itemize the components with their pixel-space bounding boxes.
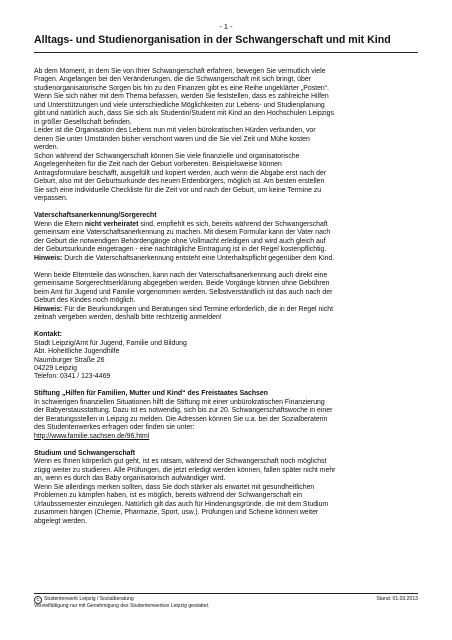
text-line: Fragen. Angefangen bei den Veränderungen, die die Schwangerschaft mit sich bringt, über	[34, 76, 311, 84]
text-span: Für die Beurkundungen und Beratungen sind Termine erforderlich, die in der Regel nicht	[62, 305, 334, 313]
text-line: beim Amt für Jugend und Familie vorgenommen werden. Selbstverständlich ist das auch nach der	[34, 288, 333, 296]
hint-line	[34, 306, 424, 314]
text-line: Schon während der Schwangerschaft können Sie viele finanzielle und organisatorische	[34, 152, 300, 160]
section-heading: Stiftung „Hilfen für Familien, Mutter und Kind“ des Freistaates Sachsen	[34, 390, 268, 398]
text-line: Ab dem Moment, in dem Sie von Ihrer Schwangerschaft erfahren, bewegen Sie vermutlich viele	[34, 68, 326, 75]
page-number: - 1 -	[219, 22, 233, 31]
text-line: verpassen.	[34, 195, 68, 203]
section-heading: Kontakt:	[34, 331, 62, 339]
copyright-icon: C	[34, 596, 42, 604]
text-line: abgelegt werden.	[34, 517, 87, 525]
text-line: Geburt des Kindes noch möglich.	[34, 297, 136, 305]
text-line: Wenn beide Elternteile das wünschen, kann nach der Vaterschaftsanerkennung auch direkt eine	[34, 271, 328, 279]
text-line: Antragsformulare beschafft, ausgefüllt und kopiert werden, auch wenn die Abgabe erst nach der	[34, 169, 327, 177]
hint-label: Hinweis:	[34, 254, 63, 262]
footer-org-text: Studentenwerk Leipzig / Sozialberatung	[44, 596, 134, 602]
text-line: Urlaubssemester einzulegen. Natürlich gilt das auch für Hinderungsgründe, die mit dem Studium	[34, 500, 329, 508]
text-line: werden.	[34, 144, 59, 152]
text-line: Problemen zu kämpfen haben, ist es möglich, bereits während der Schwangerschaft ein	[34, 492, 303, 500]
text-line: Geburt, also mit der Geburtsurkunde des neuen Erdenbürgers, möglich ist. Am besten erstellen	[34, 178, 325, 186]
text-line: Wenn Sie sich näher mit dem Thema befassen, werden Sie feststellen, dass es zahlreiche Hilfen	[34, 93, 329, 101]
text-line: gemeinsam eine Vaterschaftsanerkennung zu machen. Mit diesem Formular kann der Vater nach	[34, 229, 331, 237]
section-heading: Studium und Schwangerschaft	[34, 449, 136, 457]
section-stiftung	[34, 390, 424, 441]
text-line: Leider ist die Organisation des Lebens nun mit vielen bürokratischen Hürden verbunden, vor	[34, 127, 316, 135]
text-line: In schwierigen finanziellen Situationen hilft die Stiftung mit einer unbürokratischen Finanzierung	[34, 398, 325, 406]
text-line: Wenn Sie allerdings merken sollten, dass Sie doch stärker als erwartet mit gesundheitlichen	[34, 483, 315, 491]
section-kontakt	[34, 331, 424, 382]
text-line	[34, 221, 424, 229]
hint-line	[34, 255, 424, 263]
text-line: und Unterstützungen und viele unterschiedliche Möglichkeiten zur Lebens- und Studienplanung	[34, 101, 325, 109]
section-vaterschaft	[34, 212, 424, 322]
text-line: an, wenn es durch das Baby organisatorisch aufwändiger wird.	[34, 475, 226, 483]
text-line: in größer Gesellschaft befinden.	[34, 118, 132, 126]
address-line: Stadt Leipzig/Amt für Jugend, Familie und Bildung	[34, 339, 187, 347]
document-body	[34, 68, 424, 526]
text-line: zügig weiter zu studieren. Alle Prüfungen, die jetzt erledigt werden können, fallen später nicht mehr	[34, 466, 336, 474]
stiftung-link[interactable]: http://www.familie.sachsen.de/96.html	[34, 432, 150, 440]
text-line: zeitnah vergeben werden, deshalb bitte rechtzeitig anmelden!	[34, 314, 222, 322]
text-line: Wenn es Ihnen körperlich gut geht, ist es ratsam, während der Schwangerschaft noch möglichst	[34, 458, 327, 466]
text-span: Durch die Vaterschaftsanerkennung entsteht eine Unterhaltspflicht gegenüber dem Kind.	[62, 254, 335, 262]
footer-notice: Vervielfältigung nur mit Genehmigung des Studentenwerkes Leipzig gestattet.	[34, 603, 210, 609]
footer-date: Stand: 01.03.2013	[376, 596, 418, 602]
emphasis-text: nicht verheiratet	[84, 220, 139, 228]
section-heading: Vaterschaftsanerkennung/Sorgerecht	[34, 212, 157, 220]
text-line: Angelegenheiten für die Zeit nach der Geburt vorbereiten. Beispielsweise können	[34, 161, 282, 169]
title-underline	[34, 52, 418, 53]
phone-line: Telefon: 0341 / 123-4469	[34, 373, 111, 381]
intro-paragraph	[34, 68, 424, 204]
hint-label: Hinweis:	[34, 305, 63, 313]
text-line: gemeinsame Sorgerechtserklärung abgegeben werden. Beide Vorgänge können ohne Gebühren	[34, 280, 330, 288]
text-line: der Geburt die notwendigen Behördengänge ohne Vollmacht erledigen und wird auch gleich auf	[34, 237, 326, 245]
text-line: Sie sich eine individuelle Checkliste für die Zeit vor und nach der Geburt, um keine Termine zu	[34, 186, 322, 194]
footer-divider	[34, 593, 418, 594]
text-line: des Studentenwerkes erfragen oder finden sie unter:	[34, 424, 195, 432]
text-line: der Babyerstausstattung. Dazu ist es notwendig, sich bis zur 20. Schwangerschaftswoche in einer	[34, 407, 333, 415]
footer	[34, 596, 418, 610]
document-title: Alltags- und Studienorganisation in der Schwangerschaft und mit Kind	[34, 34, 391, 46]
address-line: Abt. Hoheitliche Jugendhilfe	[34, 348, 120, 356]
text-span: Wenn die Eltern	[34, 220, 85, 228]
text-span: sind, empfiehlt es sich, bereits während der Schwangerschaft	[138, 220, 328, 228]
text-line: der Beratungsstellen in Leipzig zu melden. Die Adressen können Sie u.a. bei der Sozialberaterin	[34, 415, 328, 423]
text-line: studienorganisatorische Sorgen bis hin zu den Finanzen gibt es eine Reihe ungeklärter „Posten“.	[34, 84, 329, 92]
address-line: 04229 Leipzig	[34, 365, 77, 372]
text-line: gibt und natürlich auch, dass Sie sich als Studentin/Student mit Kind an den Hochschulen Leipzigs	[34, 110, 334, 118]
text-line: der Geburtsurkunde eingetragen - eine nachträgliche Eintragung ist in der Regel kostenpflichtig.	[34, 246, 327, 254]
section-studium	[34, 450, 424, 526]
text-line: denen Sie unter Umständen bisher verschont waren und die Sie viel Zeit und Mühe kosten	[34, 135, 310, 143]
address-line: Naumburger Straße 26	[34, 356, 105, 364]
text-line: zusammen hängen (Chemie, Pharmazie, Sport, usw.). Prüfungen und Scheine können weiter	[34, 509, 319, 517]
